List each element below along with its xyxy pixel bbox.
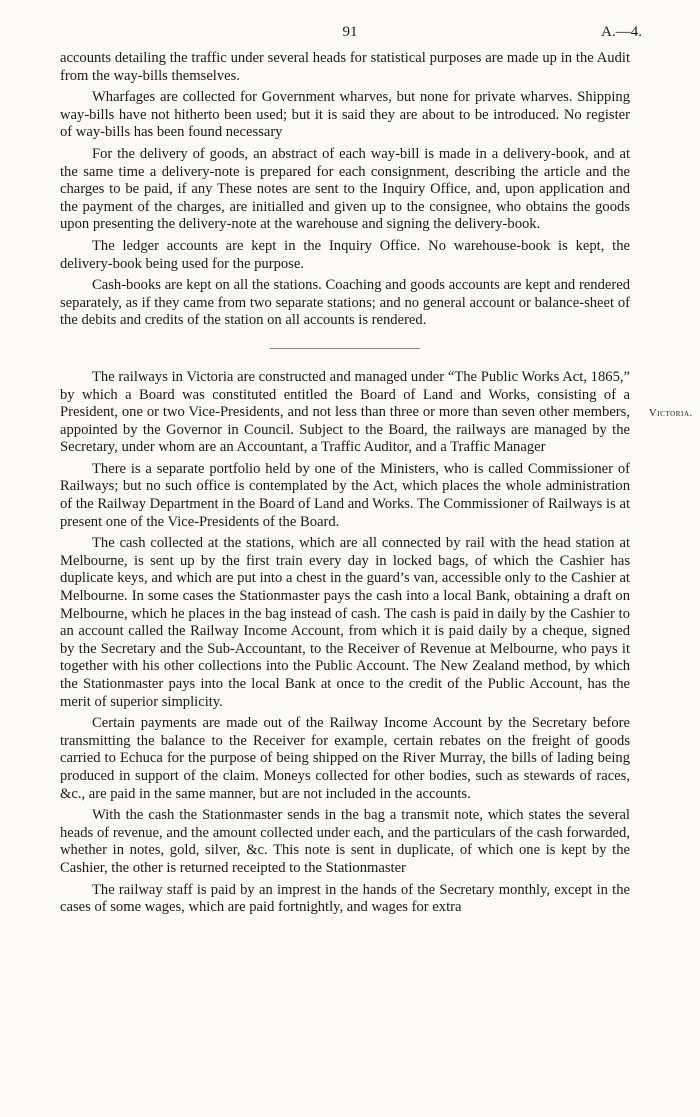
paragraph: Cash-books are kept on all the stations. Coaching and goods accounts are kept and rendered separately, as if they came from two separate stations; and no general account or balance-sheet of the debits and credits of the station on all accounts is rendered. — [60, 277, 630, 329]
paragraph: Wharfages are collected for Government wharves, but none for private wharves. Shipping way-bills have not hitherto been used; but it is said they are about to be introduced. No register of way-bills has been found necessary — [60, 89, 630, 141]
section-divider — [270, 348, 420, 349]
paragraph: accounts detailing the traffic under several heads for statistical purposes are made up in the Audit from the way-bills themselves. — [60, 50, 630, 84]
paragraph: The railway staff is paid by an imprest in the hands of the Secretary monthly, except in the cases of some wages, which are paid fortnightly, and wages for extra — [60, 881, 630, 916]
margin-note-victoria: Victoria. — [649, 408, 693, 419]
paragraph: The ledger accounts are kept in the Inquiry Office. No warehouse-book is kept, the delivery-book being used for the purpose. — [60, 237, 630, 272]
page-header — [0, 24, 700, 46]
paragraph: Certain payments are made out of the Railway Income Account by the Secretary before transmitting the balance to the Receiver for example, certain rebates on the freight of goods carried to Echuca for the purpose of being shipped on the River Murray, the bills of lading being produced in support of the claim. Moneys collected for other bodies, such as stewards of races, &c., are paid in the same manner, but are not included in the accounts. — [60, 715, 630, 802]
paragraph: With the cash the Stationmaster sends in the bag a transmit note, which states the several heads of revenue, and the amount collected under each, and the particulars of the cash forwarded, whether in notes, gold, silver, &c. This note is sent in duplicate, of which one is kept by the Cashier, the other is returned receipted to the Stationmaster — [60, 807, 630, 876]
body-text — [60, 50, 630, 921]
page-number: 91 — [342, 24, 358, 40]
paragraph: For the delivery of goods, an abstract of each way-bill is made in a delivery-book, and at the same time a delivery-note is prepared for each consignment, describing the article and the charges to be paid, if any These notes are sent to the Inquiry Office, and, upon application and the payment of the charges, are initialled and given up to the consignee, who obtains the goods upon presenting the delivery-note at the warehouse and signing the delivery-book. — [60, 145, 630, 233]
paragraph: The cash collected at the stations, which are all connected by rail with the head station at Melbourne, is sent up by the first train every day in locked bags, of which the Cashier has duplicate keys, and which are put into a chest in the guard’s van, accessible only to the Cashier at Melbourne. In some cases the Stationmaster pays the cash into a local Bank, obtaining a draft on Melbourne, which he places in the bag instead of cash. The cash is paid in daily by the Cashier to an account called the Railway Income Account, from which it is paid daily by a cheque, signed by the Secretary and the Sub-Accountant, to the Receiver of Revenue at Melbourne, who pays it together with his other collections into the Public Account. The New Zealand method, by which the Stationmaster pays into the local Bank at once to the credit of the Public Account, has the merit of superior simplicity. — [60, 535, 630, 710]
document-reference: A.—4. — [601, 24, 642, 40]
paragraph: There is a separate portfolio held by one of the Ministers, who is called Commissioner of Railways; but no such office is contemplated by the Act, which places the whole administration of the Railway Department in the Board of Land and Works. The Commissioner of Railways is at present one of the Vice-Presidents of the Board. — [60, 460, 630, 530]
paragraph: The railways in Victoria are constructed and managed under “The Public Works Act, 1865,” by which a Board was constituted entitled the Board of Land and Works, consisting of a President, one or two Vice-Presidents, and not less than three or more than seven other members, appointed by the Governor in Council. Subject to the Board, the railways are managed by the Secretary, under whom are an Accountant, a Traffic Auditor, and a Traffic Manager — [60, 368, 630, 456]
